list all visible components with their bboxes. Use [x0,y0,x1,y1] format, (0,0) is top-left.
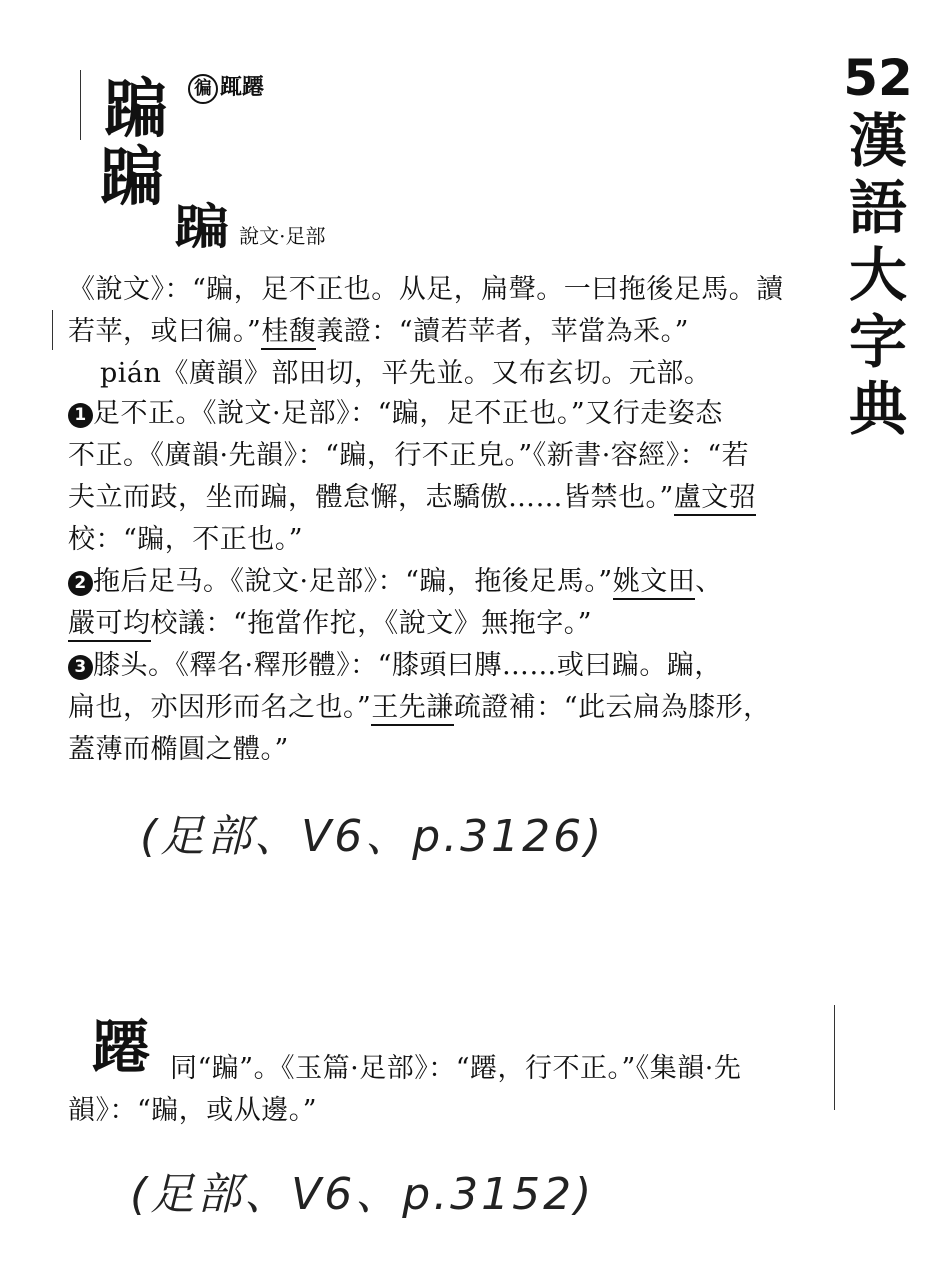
entry2-handwritten-note: (足部、V6、p.3152) [130,1169,595,1220]
scholar-name: 王先謙 [371,692,454,726]
title-char: 典 [848,375,907,443]
text-line [170,1055,741,1082]
text-line [68,318,689,345]
entry1-seal-form [174,188,326,257]
text-line [68,276,784,303]
sense-number-badge: 2 [68,571,93,596]
title-char: 語 [848,174,907,242]
text-line [68,484,756,511]
text-line [68,568,723,596]
title-char: 大 [848,241,907,309]
variant-rest: 踂蹮 [220,74,265,100]
text-segment: 義證：“讀若苹者，苹當為釆。” [316,316,689,347]
text-segment: 若苹，或曰徧。” [68,316,262,347]
entry2-head-char: 蹮 [92,1013,151,1081]
sense-number-badge: 3 [68,655,93,680]
text-segment: 韻》：“蹁，或从邊。” [68,1095,318,1126]
margin-rule-top [80,70,81,140]
margin-rule-left [52,310,53,350]
text-line [68,610,592,637]
margin-rule-right [834,1005,835,1110]
text-segment: pián《廣韻》部田切，平先並。又布玄切。元部。 [100,358,712,389]
text-segment: 蓋薄而橢圓之體。” [68,734,289,765]
text-segment: 扁也，亦因形而名之也。” [68,692,372,723]
text-segment: 《說文》：“蹁，足不正也。从足，扁聲。一曰拖後足馬。讀 [68,274,784,305]
text-line [68,400,723,428]
text-line [68,1097,317,1124]
text-segment: 同“蹁”。《玉篇·足部》：“蹮，行不正。”《集韻·先 [170,1053,742,1084]
text-segment: 校：“蹁，不正也。” [68,524,304,555]
variant-circled: 徧 [188,74,218,104]
text-segment: 拖后足马。《說文·足部》：“蹁，拖後足馬。” [93,566,613,597]
text-line [68,694,771,721]
scholar-name: 嚴可均 [68,608,151,642]
text-segment: 足不正。《說文·足部》：“蹁，足不正也。”又行走姿态 [93,398,723,429]
text-segment: 夫立而跂，坐而蹁，體怠懈，志驕傲……皆禁也。” [68,482,674,513]
entry1-handwritten-note: (足部、V6、p.3126) [140,811,605,862]
scholar-name: 姚文田 [613,566,696,600]
seal-source-label: 說文·足部 [239,224,326,248]
title-char: 字 [848,308,907,376]
entry1-variant-forms [188,70,264,104]
text-segment: 疏證補：“此云扁為膝形， [453,692,771,723]
text-segment: 膝头。《釋名·釋形體》：“膝頭曰膞……或曰蹁。蹁， [93,650,722,681]
scholar-name: 桂馥 [261,316,316,350]
text-line [68,652,722,680]
text-segment: 不正。《廣韻·先韻》：“蹁，行不正皃。”《新書·容經》：“若 [68,440,750,471]
text-line [68,736,289,763]
seal-script-char: 蹁 [174,199,230,255]
text-segment: 校議：“拖當作拕，《說文》無拖字。” [150,608,593,639]
page-number: 52 [843,49,913,107]
scholar-name: 盧文弨 [674,482,757,516]
sense-number-badge: 1 [68,403,93,428]
text-segment: 、 [695,566,723,597]
text-line [68,526,303,553]
text-line [100,360,711,387]
title-char: 漢 [848,107,907,175]
entry1-head-char-traditional: 蹁 [104,72,168,147]
book-title-vertical [838,48,918,443]
text-line [68,442,749,469]
entry1-head-char-simplified: 蹁 [100,140,164,215]
